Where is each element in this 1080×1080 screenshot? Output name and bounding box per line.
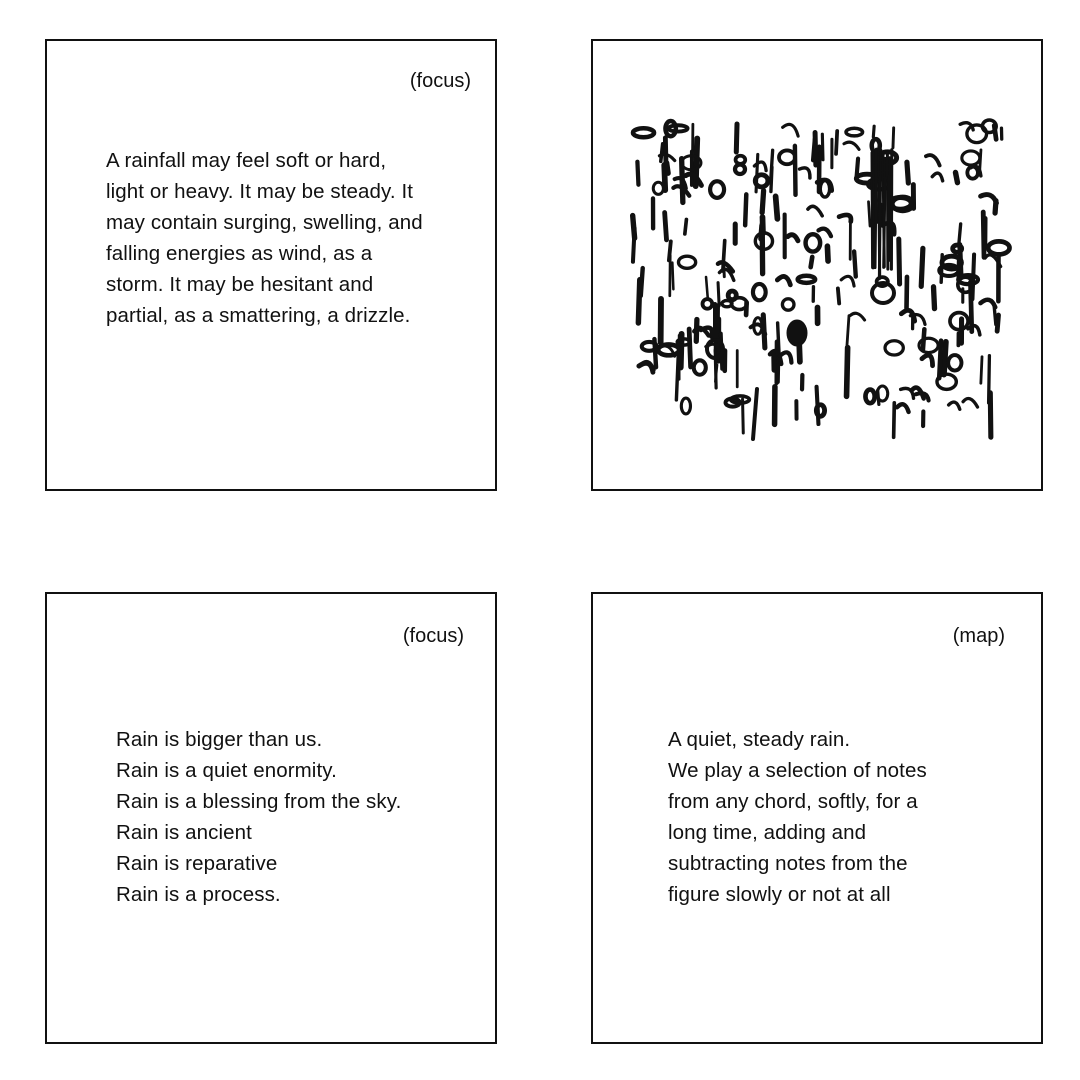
sketch-mark bbox=[827, 246, 828, 261]
sketch-mark bbox=[672, 263, 673, 290]
sketch-mark bbox=[854, 251, 856, 276]
text-line: from any chord, softly, for a bbox=[668, 790, 918, 813]
sketch-mark bbox=[955, 172, 957, 182]
text-line: Rain is a blessing from the sky. bbox=[116, 790, 402, 813]
sketch-mark bbox=[884, 158, 885, 267]
text-line: subtracting notes from the bbox=[668, 852, 908, 875]
sketch-mark bbox=[762, 191, 763, 213]
sketch-mark bbox=[822, 134, 823, 160]
sketch-mark bbox=[667, 163, 668, 174]
sketch-mark bbox=[983, 212, 984, 257]
card-map-steady-rain bbox=[591, 592, 1043, 1044]
card-lines bbox=[116, 724, 401, 910]
sketch-mark bbox=[718, 283, 719, 306]
text-line: We play a selection of notes bbox=[668, 759, 927, 782]
sketch-mark bbox=[811, 257, 813, 267]
sketch-mark bbox=[907, 162, 908, 183]
sketch-mark bbox=[873, 126, 874, 137]
card-body-text: A rainfall may feel soft or hard, light or heavy. It may be steady. It may contain surging, swelling, and falling energies as wind, as a storm. It may be hesitant and partial, as a smattering, a drizzle. bbox=[106, 149, 423, 327]
sketch-mark bbox=[776, 196, 778, 218]
card-rain-sketch bbox=[591, 39, 1043, 491]
text-line: Rain is a quiet enormity. bbox=[116, 759, 337, 782]
rain-sketch-drawing bbox=[617, 109, 1017, 459]
sketch-mark bbox=[959, 224, 961, 244]
sketch-mark bbox=[944, 342, 946, 375]
sketch-mark bbox=[921, 248, 923, 286]
sketch-mark bbox=[838, 288, 839, 303]
card-focus-rain-is bbox=[45, 592, 497, 1044]
sketch-mark bbox=[736, 124, 737, 152]
sketch-mark bbox=[847, 348, 848, 397]
sketch-mark bbox=[989, 356, 990, 403]
sketch-mark bbox=[788, 321, 806, 345]
sketch-mark bbox=[899, 239, 900, 284]
card-tag: (focus) bbox=[409, 70, 471, 92]
text-line: Rain is reparative bbox=[116, 852, 278, 875]
text-line: Rain is a process. bbox=[116, 883, 281, 906]
sketch-mark bbox=[637, 162, 638, 185]
sketch-mark bbox=[689, 329, 690, 367]
sketch-mark bbox=[665, 213, 667, 240]
sketch-mark bbox=[875, 149, 876, 267]
sketch-mark bbox=[641, 268, 643, 296]
sketch-mark bbox=[665, 138, 666, 164]
sketch-mark bbox=[771, 167, 772, 191]
sketch-mark bbox=[715, 350, 716, 388]
sketch-mark bbox=[706, 277, 708, 300]
text-line: A quiet, steady rain. bbox=[668, 728, 851, 751]
card-tag: (focus) bbox=[402, 625, 464, 647]
sketch-mark bbox=[633, 216, 635, 239]
text-line: figure slowly or not at all bbox=[668, 883, 891, 906]
card-tag: (map) bbox=[952, 625, 1005, 647]
sketch-mark bbox=[889, 158, 890, 261]
card-lines bbox=[668, 724, 927, 910]
sketch-mark bbox=[685, 219, 687, 234]
sketch-mark bbox=[661, 144, 663, 161]
text-line: Rain is bigger than us. bbox=[116, 728, 323, 751]
sketch-mark bbox=[745, 194, 746, 225]
text-line: long time, adding and bbox=[668, 821, 867, 844]
sketch-mark bbox=[847, 316, 849, 346]
sketch-mark bbox=[934, 287, 935, 309]
sketch-mark bbox=[879, 150, 880, 279]
sketch-mark bbox=[893, 128, 894, 148]
sketch-mark bbox=[836, 131, 837, 154]
text-line: Rain is ancient bbox=[116, 821, 252, 844]
sketch-mark bbox=[815, 133, 816, 166]
sketch-mark bbox=[981, 357, 982, 383]
sketch-mark bbox=[990, 393, 991, 437]
sketch-mark bbox=[894, 403, 895, 437]
card-focus-rainfall bbox=[45, 39, 497, 491]
sketch-mark bbox=[868, 202, 870, 226]
